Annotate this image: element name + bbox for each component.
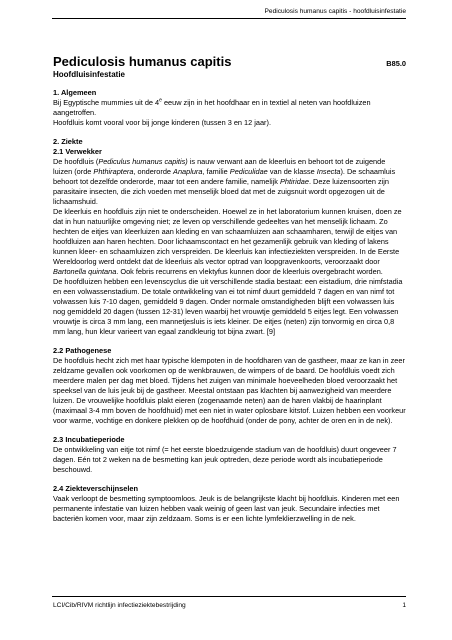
section-heading-ziekte: 2. Ziekte [53,137,83,146]
document-body [53,54,406,524]
footer-source: LCI/Cib/RIVM richtlijn infectieziektebestrijding [53,602,186,609]
subsection-heading-verwekker: 2.1 Verwekker [53,147,102,156]
subsection-heading-pathogenese: 2.2 Pathogenese [53,346,112,355]
paragraph-ziekteverschijnselen: Vaak verloopt de besmetting symptoomloos. Jeuk is de belangrijkste klacht bij hoofdluis. Kinderen met een permanente infestatie van luizen hebben vaak weinig of geen last van jeuk. Secundaire infecties met bacteriën komen voor, maar zijn zeldzaam. Soms is er een lichte lymfeklierzwelling in de nek. [53,494,400,523]
footer-rule [52,596,406,597]
icd-code: B85.0 [386,59,406,68]
page-number: 1 [402,602,406,609]
page-subtitle: Hoofdluisinfestatie [53,70,126,79]
paragraph-pathogenese: De hoofdluis hecht zich met haar typische klempoten in de hoofdharen van de gastheer, maar ze kan in zeer zeldzame gevallen ook voorkomen op de wenkbrauwen, de wimpers of de baard. De hoofdluis voedt zich meerdere malen per dag met bloed. Tijdens het zuigen van minimale hoeveelheden bloed veroorzaakt het speeksel van de luis jeuk bij de gastheer. Meestal ontstaan pas klachten bij aanwezigheid van meerdere luizen. De vrouwelijke hoofdluis plakt eieren (zogenaamde neten) aan de haren vlakbij de haarinplant (maximaal 3-4 mm boven de hoofdhuid) met een niet in water oplosbare kitstof. Luizen hebben een voorkeur voor warme, vochtige en donkere plekken op de hoofdhuid (onder de pony, achter de oren en in de nek). [53,356,406,425]
paragraph-algemeen-2: Hoofdluis komt vooral voor bij jonge kinderen (tussen 3 en 12 jaar). [53,118,271,127]
section-heading-algemeen: 1. Algemeen [53,88,97,97]
paragraph-verwekker-1: De hoofdluis (Pediculus humanus capitis) is nauw verwant aan de kleerluis en behoort tot de zuigende luizen (orde Phthiraptera, onderorde Anaplura, familie Pediculidae van de klasse Insecta). De schaamluis behoort tot dezelfde onderorde, maar tot een andere familie, namelijk Phtiridae. Deze luizensoorten zijn parasitaire insecten, die zich voeden met menselijk bloed dat met de zuigsnuit wordt opgezogen uit de lichaamshuid. [53,157,396,206]
running-header: Pediculosis humanus capitis - hoofdluisinfestatie [264,8,406,15]
paragraph-algemeen-1: Bij Egyptische mummies uit de 4e eeuw zijn in het hoofdhaar en in textiel al neten van hoofdluizen aangetroffen. [53,97,371,117]
title-row [53,54,406,69]
subsection-heading-incubatieperiode: 2.3 Incubatieperiode [53,435,125,444]
paragraph-verwekker-2: De kleerluis en hoofdluis zijn niet te onderscheiden. Hoewel ze in het laboratorium kunnen kruisen, doen ze dat in hun natuurlijke omgeving niet; ze leven op verschillende gedeeltes van het menselijk lichaam. Zo hechten de eitjes van kleerluizen aan kleding en van schaamluizen aan schaamharen, terwijl de eitjes van hoofdluizen aan haren hechten. Door lichaamscontact en het gezamenlijk gebruik van kleding of lakens kunnen kleer- en schaamluizen zich verspreiden. De kleerluis kan infectieziekten verspreiden. In de Eerste Wereldoorlog werd ontdekt dat de kleerluis als vector optrad van loopgravenkoorts, veroorzaakt door Bartonella quintana. Ook febris recurrens en vlektyfus kunnen door de kleerluis overgebracht worden. [53,207,402,276]
header-rule [52,18,406,19]
paragraph-verwekker-3: De hoofdluizen hebben een levenscyclus die uit verschillende stadia bestaat: een eistadium, drie nimfstadia en een volwassenstadium. De totale ontwikkeling van ei tot nimf duurt gemiddeld 7 dagen en van nimf tot volwassen luis 7-10 dagen, gemiddeld 9 dagen. Onder normale omstandigheden blijft een volwassen luis nog gemiddeld 20 dagen (tussen 12-31) leven waarbij het vrouwtje gemiddeld 5 eitjes legt. Een volwassen vrouwtje is circa 3 mm lang, een mannetjesluis is iets kleiner. De eitjes (neten) zijn tonvormig en circa 0,8 mm lang, hun kleur varieert van egaal zandkleurig tot bijna zwart. [9] [53,277,403,336]
subsection-heading-ziekteverschijnselen: 2.4 Ziekteverschijnselen [53,484,139,493]
page-title: Pediculosis humanus capitis [53,54,232,69]
paragraph-incubatieperiode: De ontwikkeling van eitje tot nimf (= het eerste bloedzuigende stadium van de hoofdluis) duurt ongeveer 7 dagen. Eén tot 2 weken na de besmetting kan jeuk optreden, deze periode wordt als incubatieperiode beschouwd. [53,445,397,474]
